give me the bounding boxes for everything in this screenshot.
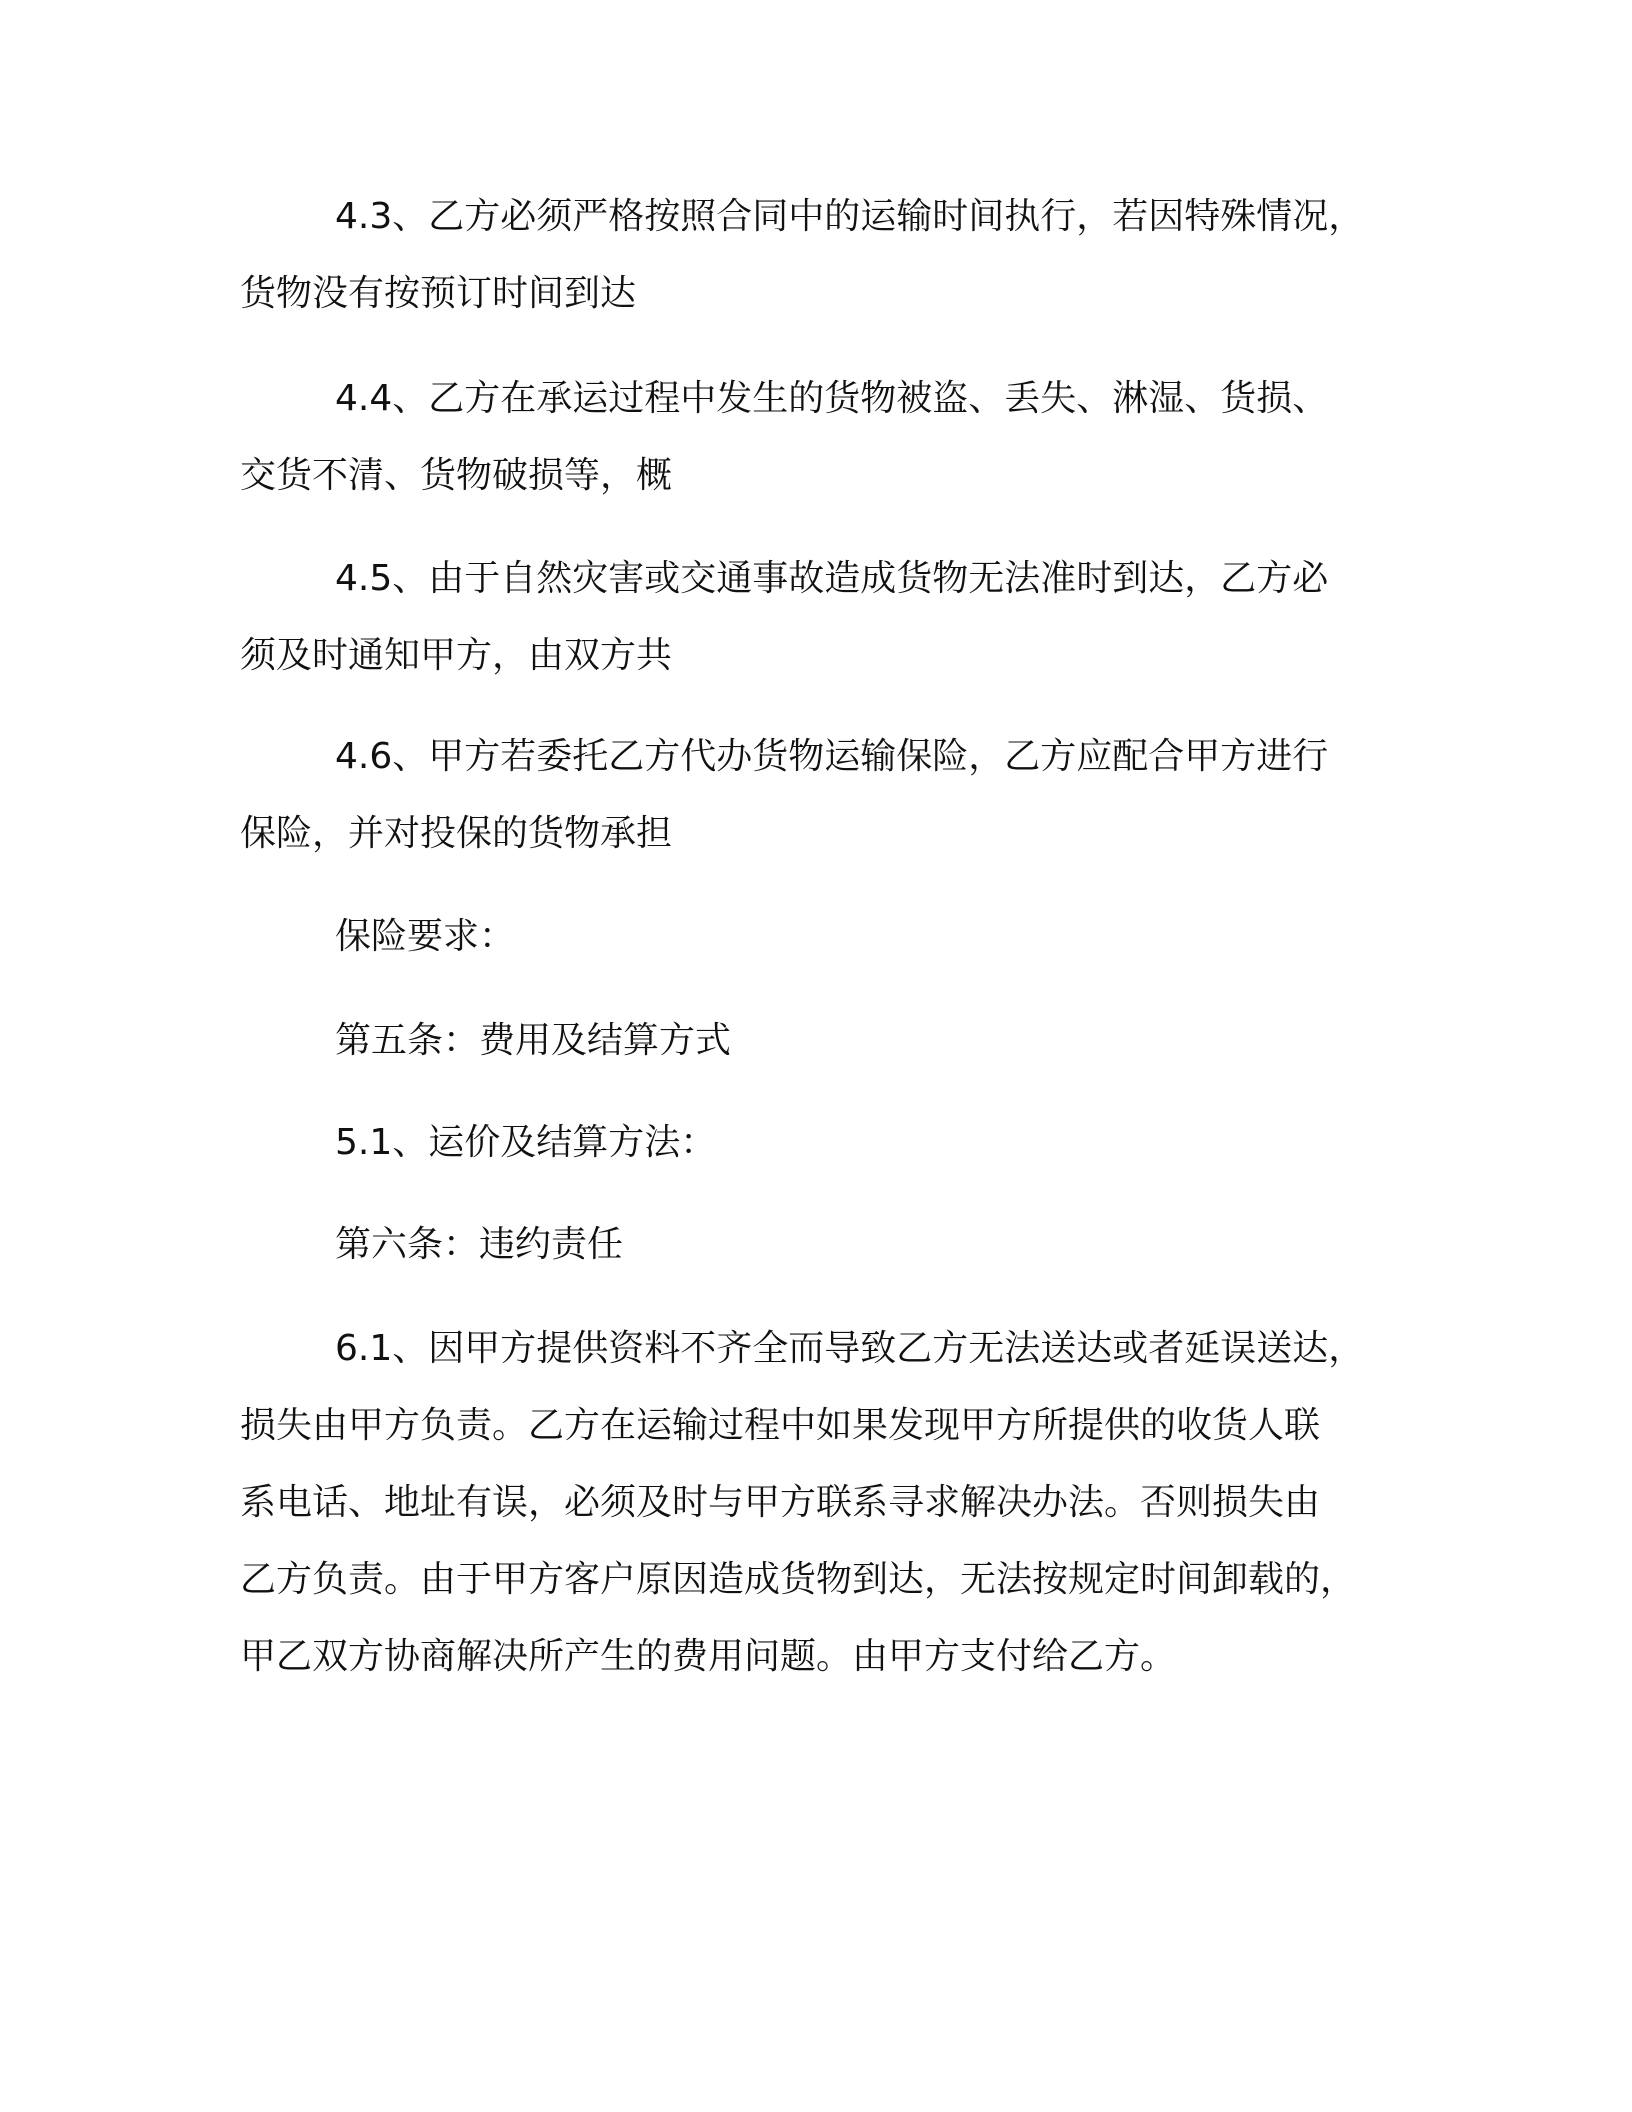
insurance-requirements-line: 保险要求：	[335, 916, 516, 957]
clause-4-3-line-2: 货物没有按预订时间到达	[240, 273, 637, 314]
article-5-heading	[240, 1002, 1400, 1079]
article-6-heading-line: 第六条：违约责任	[335, 1224, 624, 1265]
clause-6-1-line-2: 损失由甲方负责。乙方在运输过程中如果发现甲方所提供的收货人联	[240, 1405, 1321, 1446]
clause-4-4-line-1: 4.4、乙方在承运过程中发生的货物被盗、丢失、淋湿、货损、	[335, 378, 1329, 419]
clause-5-1	[240, 1104, 1400, 1181]
insurance-requirements	[240, 898, 1400, 975]
article-6-heading	[240, 1206, 1400, 1283]
clause-4-3	[240, 178, 1400, 332]
clause-6-1	[240, 1310, 1400, 1695]
clause-4-4	[240, 360, 1400, 514]
clause-4-3-line-1: 4.3、乙方必须严格按照合同中的运输时间执行，若因特殊情况，	[335, 196, 1365, 237]
clause-4-6-line-1: 4.6、甲方若委托乙方代办货物运输保险，乙方应配合甲方进行	[335, 736, 1329, 777]
clause-4-4-line-2: 交货不清、货物破损等，概	[240, 455, 673, 496]
clause-4-5-line-1: 4.5、由于自然灾害或交通事故造成货物无法准时到达，乙方必	[335, 558, 1329, 599]
clause-5-1-line: 5.1、运价及结算方法：	[335, 1122, 717, 1163]
clause-4-5	[240, 540, 1400, 694]
clause-6-1-line-3: 系电话、地址有误，必须及时与甲方联系寻求解决办法。否则损失由	[240, 1482, 1321, 1523]
clause-4-6	[240, 718, 1400, 872]
clause-6-1-line-5: 甲乙双方协商解决所产生的费用问题。由甲方支付给乙方。	[240, 1636, 1177, 1677]
article-5-heading-line: 第五条：费用及结算方式	[335, 1020, 732, 1061]
clause-6-1-line-1: 6.1、因甲方提供资料不齐全而导致乙方无法送达或者延误送达，	[335, 1328, 1365, 1369]
clause-4-6-line-2: 保险，并对投保的货物承担	[240, 813, 673, 854]
clause-4-5-line-2: 须及时通知甲方，由双方共	[240, 635, 673, 676]
clause-6-1-line-4: 乙方负责。由于甲方客户原因造成货物到达，无法按规定时间卸载的，	[240, 1559, 1357, 1600]
